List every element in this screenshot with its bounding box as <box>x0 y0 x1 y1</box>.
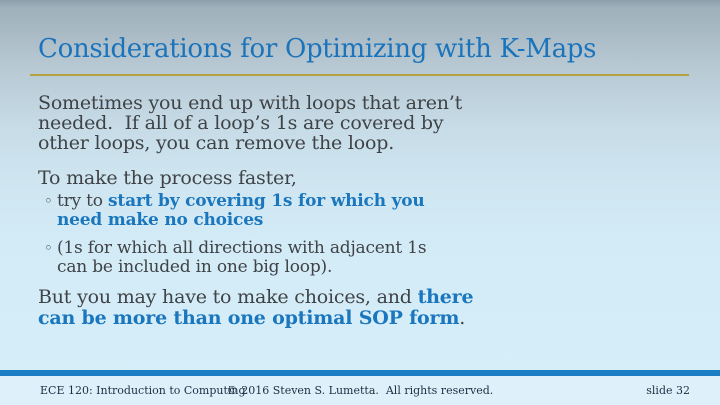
text-line <box>57 239 426 258</box>
body-text: Sometimes you end up with loops that aren’t <box>38 92 463 114</box>
body-text: (1s for which all directions with adjacent 1s <box>57 238 427 258</box>
emphasis-text: need make no choices <box>57 210 264 230</box>
footer-slide-number: slide 32 <box>646 384 690 397</box>
emphasis-text: start by covering 1s for which you <box>108 191 425 211</box>
text-line <box>38 93 462 113</box>
bullet-item-covering-1s <box>44 192 425 230</box>
bullet-item-adjacent-1s <box>44 239 426 277</box>
footer-copyright: © 2016 Steven S. Lumetta. All rights reserved. <box>226 384 494 397</box>
text-line <box>57 211 425 230</box>
page-title: Considerations for Optimizing with K-Maps <box>38 34 597 64</box>
footer-course-label: ECE 120: Introduction to Computing <box>40 384 246 397</box>
footer <box>0 376 720 405</box>
body-text: other loops, you can remove the loop. <box>38 132 395 154</box>
emphasis-text: can be more than one optimal SOP form <box>38 306 460 329</box>
text-line <box>57 258 426 277</box>
bullet-icon: ◦ <box>44 192 53 210</box>
bullet-text <box>57 192 425 230</box>
bullet-text <box>57 239 426 277</box>
text-line <box>57 192 425 211</box>
bullet-icon: ◦ <box>44 239 53 257</box>
paragraph-optimal-sop <box>38 287 473 328</box>
text-line <box>38 113 462 133</box>
text-line <box>38 133 462 153</box>
body-text: try to <box>57 191 109 211</box>
body-text: To make the process faster, <box>38 167 297 189</box>
body-text: needed. If all of a loop’s 1s are covered by <box>38 112 444 134</box>
title-underline-rule <box>30 74 689 76</box>
body-text: . <box>459 306 466 329</box>
emphasis-text: there <box>417 286 474 308</box>
paragraph-process-faster <box>38 168 297 188</box>
text-line <box>38 308 473 329</box>
text-line <box>38 287 473 308</box>
paragraph-remove-loops <box>38 93 462 153</box>
text-line <box>38 168 297 188</box>
body-text: But you may have to make choices, and <box>38 286 418 308</box>
body-text: can be included in one big loop). <box>57 257 333 277</box>
